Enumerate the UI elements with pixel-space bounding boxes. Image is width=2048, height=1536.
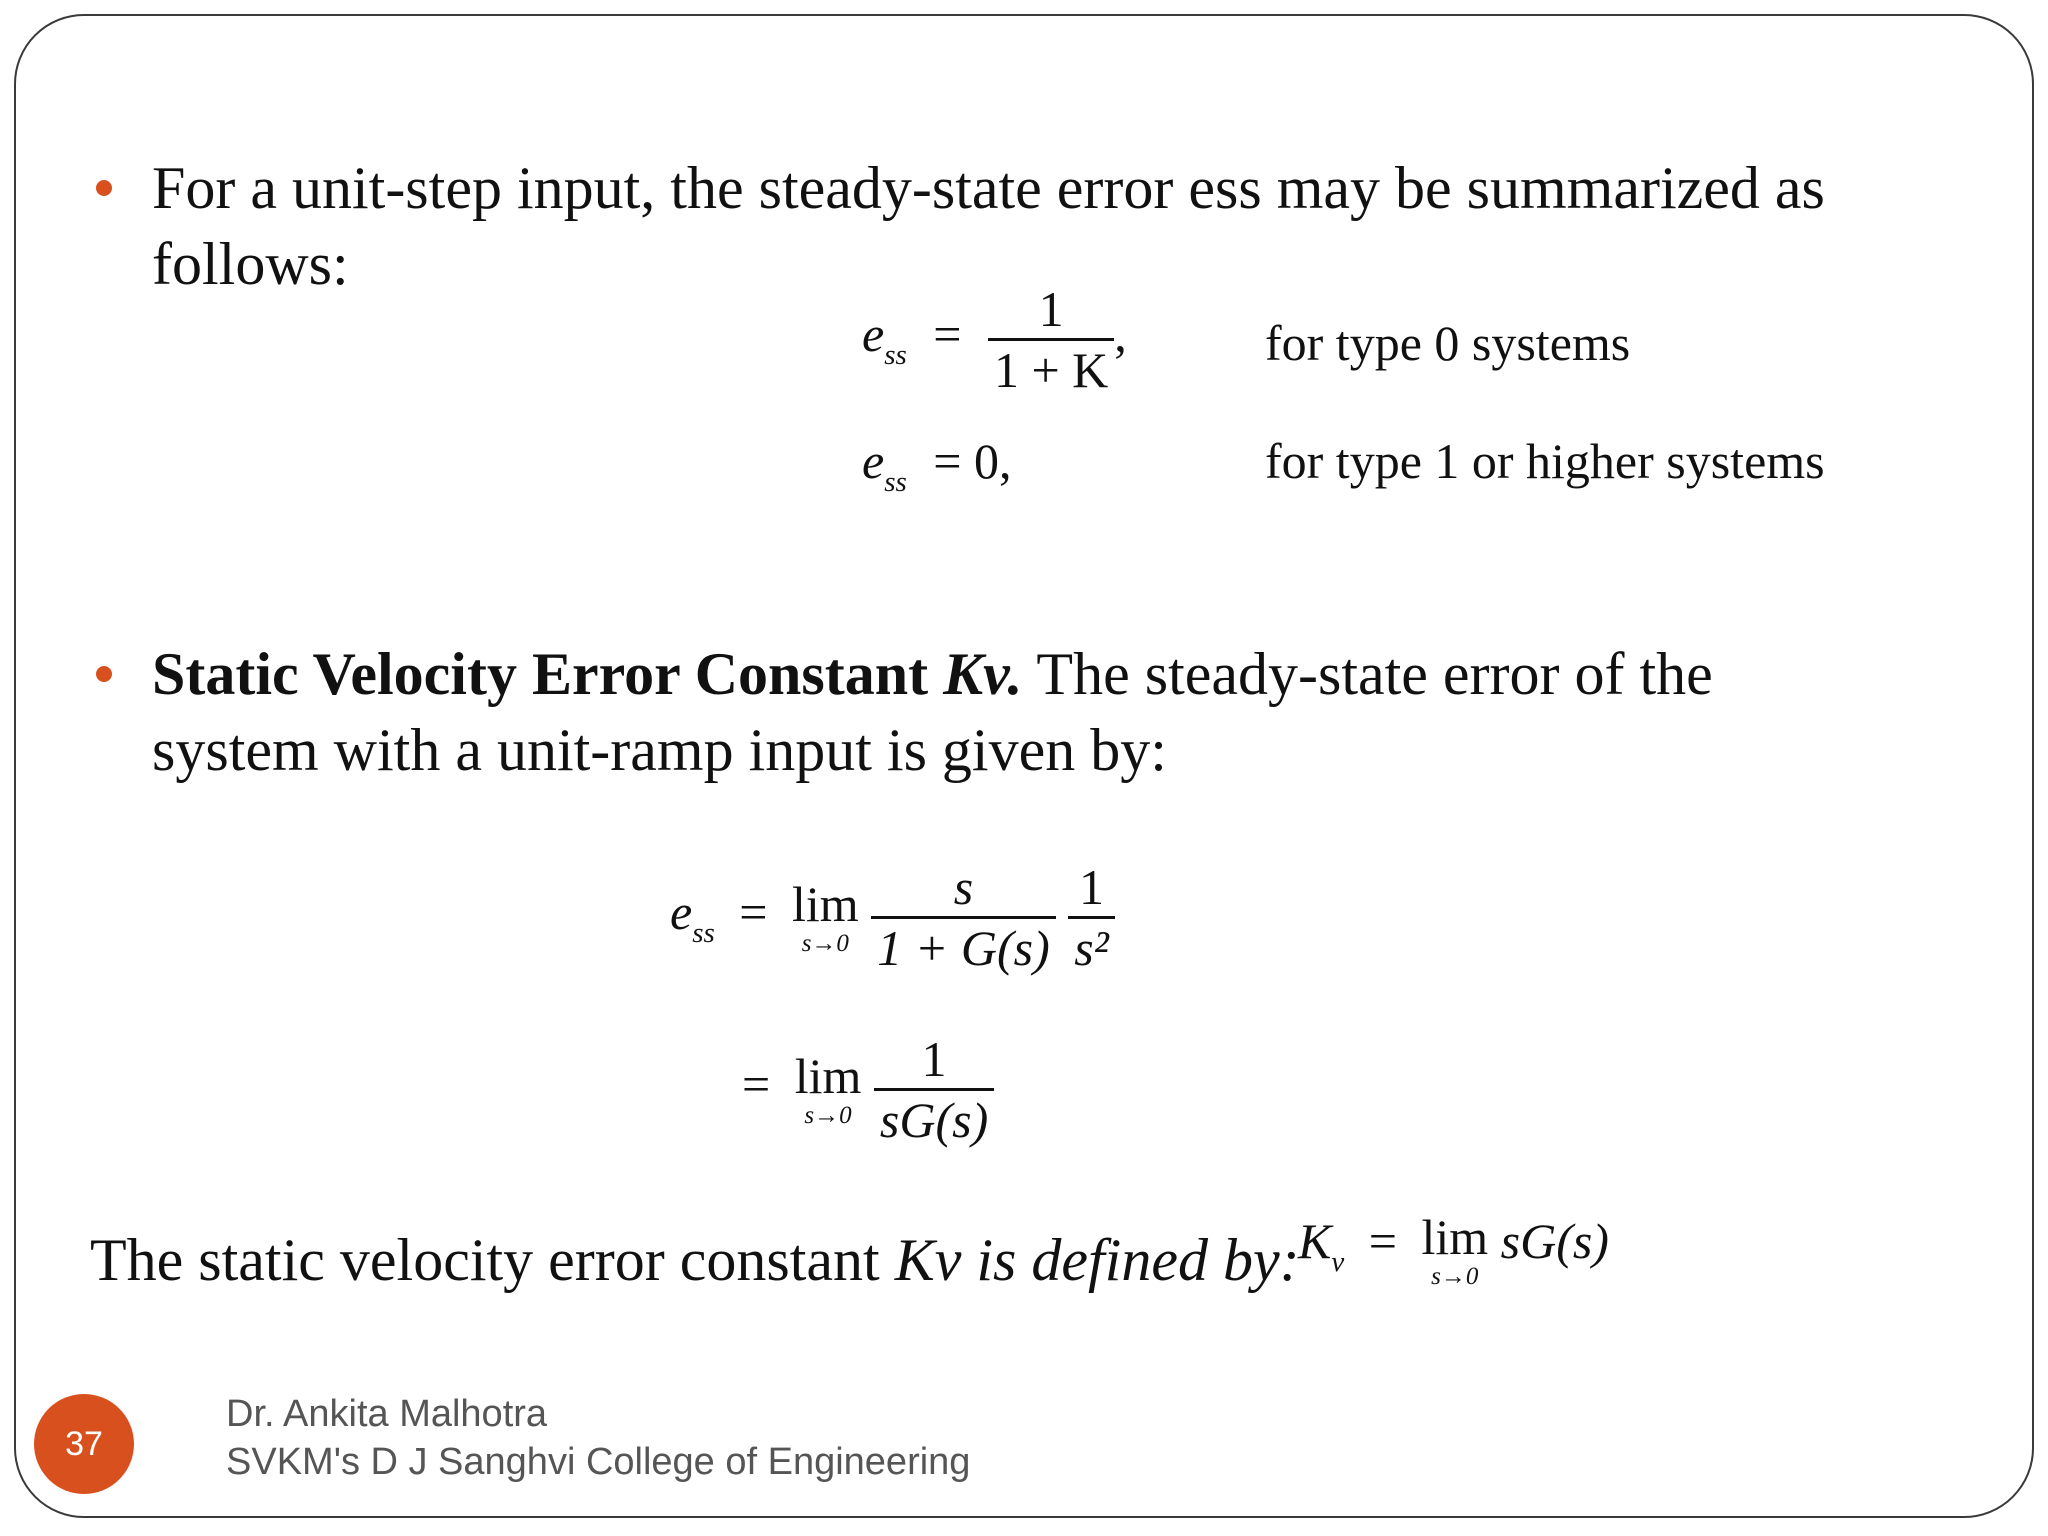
- lim-under: s→0: [804, 1102, 852, 1129]
- frac2-numerator: 1: [1079, 859, 1104, 915]
- ramp-fraction-2: [1068, 858, 1114, 977]
- eq1-equals: =: [933, 305, 962, 362]
- equation-type0: [862, 280, 1127, 399]
- eq1-comma: ,: [1114, 305, 1127, 362]
- def-plain: The static velocity error constant: [90, 1227, 895, 1293]
- bullet-text-line1: For a unit-step input, the steady-state error ess may be summarized as: [152, 155, 1825, 221]
- eq1-denominator: 1 + K: [988, 338, 1114, 399]
- bullet2-line1: [152, 636, 1713, 712]
- bullet2-rest: The steady-state error of the: [1022, 641, 1713, 707]
- kv-limit: [1421, 1209, 1489, 1290]
- ramp2-denominator: sG(s): [874, 1088, 994, 1149]
- footer-author: Dr. Ankita Malhotra: [226, 1393, 548, 1435]
- ramp2-numerator: 1: [921, 1031, 947, 1087]
- bullet-dot: [96, 180, 112, 196]
- lim-under: s→0: [801, 930, 849, 957]
- eq2-rhs: = 0,: [933, 433, 1012, 489]
- ramp-limit: [791, 876, 859, 957]
- eq2-lhs: e: [862, 433, 885, 489]
- kv-definition-text: [90, 1226, 1300, 1295]
- equation-kv: [1298, 1209, 1609, 1290]
- footer-institution: SVKM's D J Sanghvi College of Engineering: [226, 1441, 971, 1483]
- bullet-dot: [96, 666, 112, 682]
- footer-credits: [226, 1390, 970, 1486]
- eq1-lhs: e: [862, 305, 885, 362]
- def-italic: Kv is defined by:: [894, 1227, 1300, 1293]
- ramp-lhs: e: [670, 883, 693, 940]
- label-type1: for type 1 or higher systems: [1265, 433, 1825, 489]
- frac1-denominator: 1 + G(s): [871, 916, 1056, 977]
- kv-equals: =: [1368, 1213, 1397, 1269]
- label-type0: for type 0 systems: [1265, 315, 1631, 371]
- bullet2-line2: system with a unit-ramp input is given by:: [152, 717, 1167, 783]
- ramp2-equals: =: [742, 1055, 771, 1112]
- equation-ramp-1: [670, 858, 1115, 977]
- kv-sub: v: [1331, 1246, 1345, 1279]
- bullet-text-line2: follows:: [152, 231, 349, 297]
- frac2-denominator: s²: [1068, 916, 1114, 977]
- ramp-equals: =: [739, 883, 768, 940]
- ramp2-limit: [794, 1048, 862, 1129]
- eq1-fraction: [988, 280, 1114, 399]
- lim-word: lim: [794, 1048, 862, 1104]
- bullet2-kv: Kv.: [943, 641, 1023, 707]
- lim-under: s→0: [1431, 1263, 1479, 1290]
- kv-rhs: sG(s): [1500, 1213, 1609, 1269]
- bullet2-bold: Static Velocity Error Constant: [152, 641, 944, 707]
- eq1-lhs-sub: ss: [884, 339, 907, 372]
- lim-word: lim: [1421, 1209, 1489, 1265]
- eq1-numerator: 1: [1038, 281, 1064, 337]
- ramp2-fraction: [874, 1030, 994, 1149]
- eq2-lhs-sub: ss: [884, 466, 907, 499]
- lim-word: lim: [791, 876, 859, 932]
- ramp-lhs-sub: ss: [692, 917, 715, 950]
- page-number-badge: 37: [34, 1394, 134, 1494]
- equation-type1: [862, 432, 1011, 499]
- equation-ramp-2: [742, 1030, 994, 1149]
- kv-lhs: K: [1298, 1213, 1332, 1269]
- ramp-fraction-1: [871, 858, 1056, 977]
- frac1-numerator: s: [953, 859, 974, 915]
